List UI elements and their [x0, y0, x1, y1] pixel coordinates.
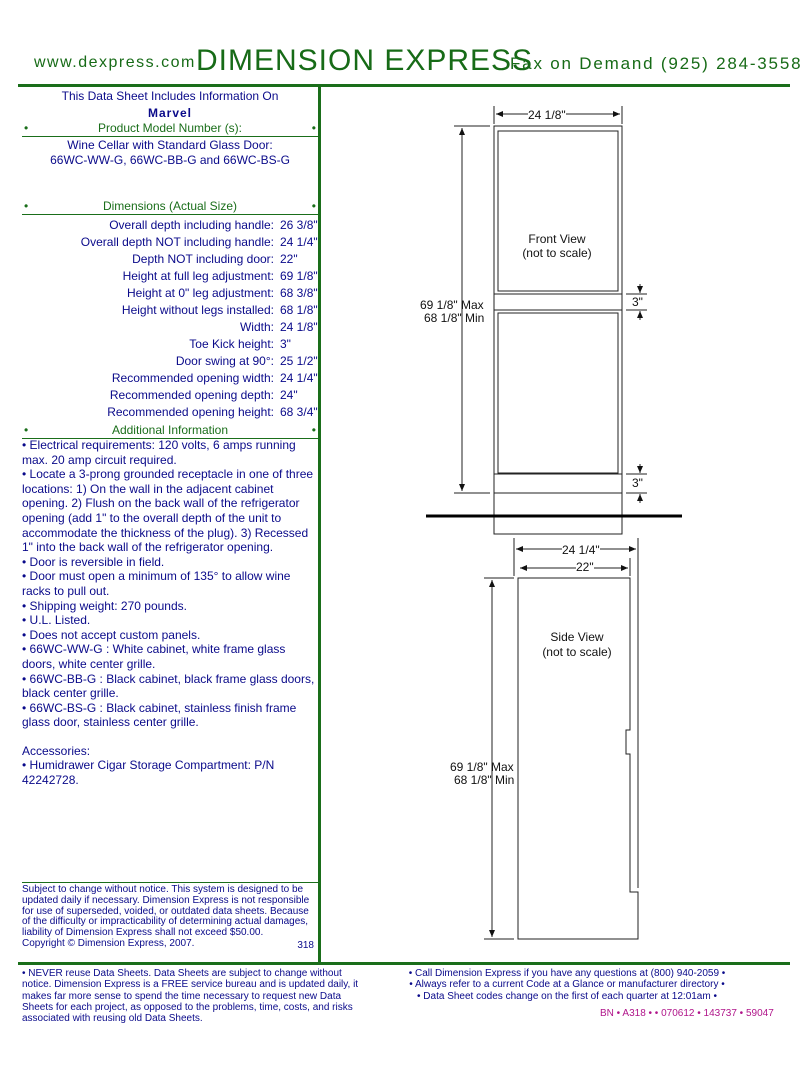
dimension-value: 26 3/8" — [280, 218, 318, 232]
dimension-value: 68 3/8" — [280, 286, 318, 300]
side-height-max: 69 1/8" Max — [450, 760, 514, 774]
dimension-row — [22, 303, 318, 320]
dimensions-section-header — [22, 199, 318, 215]
dimension-label: Height at 0" leg adjustment: — [126, 286, 274, 300]
bullet-icon: • — [24, 199, 29, 213]
info-item: • 66WC-BS-G : Black cabinet, stainless finish frame glass door, stainless center grille. — [22, 700, 297, 730]
front-height-min: 68 1/8" Min — [424, 311, 485, 325]
product-section-title: Product Model Number (s): — [97, 121, 243, 135]
dimension-row — [22, 218, 318, 235]
dimension-value: 24" — [280, 388, 298, 402]
additional-section-title: Additional Information — [111, 423, 229, 437]
dimension-row — [22, 354, 318, 371]
front-view-title: Front View — [528, 232, 586, 246]
dimension-label: Recommended opening height: — [107, 405, 274, 419]
dimension-label: Toe Kick height: — [189, 337, 274, 351]
dimension-row — [22, 252, 318, 269]
dimension-row — [22, 337, 318, 354]
side-view-drawing — [484, 538, 638, 939]
product-line-1: Wine Cellar with Standard Glass Door: — [67, 138, 273, 152]
info-item: • Shipping weight: 270 pounds. — [22, 598, 187, 613]
info-item: • Electrical requirements: 120 volts, 6 amps running max. 20 amp circuit required. — [22, 438, 296, 467]
footer-right — [402, 968, 732, 1002]
additional-section-header — [22, 423, 318, 439]
info-item: • Door must open a minimum of 135° to allow wine racks to pull out. — [22, 569, 291, 598]
dimension-value: 22" — [280, 252, 298, 266]
dimension-value: 3" — [280, 337, 291, 351]
header-fax: Fax on Demand (925) 284-3558 — [510, 54, 803, 73]
header-rule — [18, 84, 790, 87]
page-number: 318 — [297, 939, 314, 951]
dimension-row — [22, 269, 318, 286]
footer-right-line: • Call Dimension Express if you have any questions at (800) 940-2059 • — [408, 968, 726, 979]
column-divider — [318, 84, 321, 964]
disclaimer — [22, 882, 318, 950]
footer-right-line: • Always refer to a current Code at a Glance or manufacturer directory • — [409, 979, 725, 991]
dimension-row — [22, 371, 318, 388]
info-item: • Does not accept custom panels. — [22, 627, 201, 642]
data-sheet-codes: BN • A318 • • 070612 • 143737 • 59047 — [600, 1008, 774, 1019]
info-item: • Locate a 3-prong grounded receptacle in one of three locations: 1) On the wall in the adjacent cabinet opening. 2) Flush on the back wall of the refrigerator opening (add 1" to the overall depth of the unit to accommodate the thickness of the plug). 3) Recessed 1" into the back wall of the refrigerator opening. — [22, 467, 314, 555]
dimension-value: 68 3/4" — [280, 405, 318, 419]
info-item: • U.L. Listed. — [22, 613, 91, 628]
footer-left-text: • NEVER reuse Data Sheets. Data Sheets are subject to change without notice. Dimension Express is a FREE service bureau and is updated daily, it makes far more sense to spend the time necessary to request new Data Sheets for each project, as opposed to the problems, time, costs, and risks associated with reusing old Data Sheets. — [22, 968, 359, 1025]
drawings — [322, 88, 790, 960]
front-gap-label: 3" — [632, 295, 643, 309]
front-height-max: 69 1/8" Max — [420, 298, 484, 312]
dimension-label: Recommended opening width: — [111, 371, 274, 385]
info-item: • 66WC-BB-G : Black cabinet, black frame glass doors, black center grille. — [22, 671, 315, 701]
dimension-row — [22, 388, 318, 405]
additional-info-list — [22, 438, 318, 788]
front-view-subtitle: (not to scale) — [522, 246, 592, 260]
dimension-row — [22, 235, 318, 252]
dimension-value: 68 1/8" — [280, 303, 318, 317]
dimensions-section-title: Dimensions (Actual Size) — [102, 199, 238, 213]
accessories-title: Accessories: — [22, 743, 91, 758]
side-depth-outer: 24 1/4" — [562, 543, 600, 557]
dimension-label: Recommended opening depth: — [109, 388, 274, 402]
front-lower-door — [498, 313, 618, 473]
header-brand: DIMENSION EXPRESS — [196, 44, 534, 77]
dimension-row — [22, 405, 318, 422]
disclaimer-text: Subject to change without notice. This system is designed to be updated daily if necessary. Dimension Express is not responsible for use of superseded, voided, or outdated data sheets. Because of the difficulty or impracticability of determining actual damages, liability of Dimension Express shall not exceed $50.00. — [22, 884, 310, 939]
dimension-row — [22, 286, 318, 303]
accessory-item: • Humidrawer Cigar Storage Compartment: P/N 42242728. — [22, 758, 275, 788]
header-url[interactable]: www.dexpress.com — [34, 54, 196, 71]
dimension-label: Width: — [239, 320, 274, 334]
dimension-value: 24 1/4" — [280, 371, 318, 385]
dimension-label: Door swing at 90°: — [175, 354, 274, 368]
side-view-title: Side View — [550, 630, 604, 644]
bullet-icon: • — [24, 423, 29, 437]
copyright: Copyright © Dimension Express, 2007. — [22, 937, 195, 949]
info-item: • 66WC-WW-G : White cabinet, white frame glass doors, white center grille. — [22, 642, 286, 671]
footer-right-line: • Data Sheet codes change on the first of each quarter at 12:01am • — [417, 990, 717, 1002]
dimension-value: 24 1/4" — [280, 235, 318, 249]
dimension-row — [22, 320, 318, 337]
front-upper-door — [498, 131, 618, 291]
side-height-min: 68 1/8" Min — [454, 773, 515, 787]
footer-rule — [18, 962, 790, 965]
bullet-icon: • — [311, 121, 316, 135]
bullet-icon: • — [24, 121, 29, 135]
dimension-label: Overall depth including handle: — [109, 218, 274, 232]
product-line-2: 66WC-WW-G, 66WC-BB-G and 66WC-BS-G — [50, 153, 290, 167]
side-view-subtitle: (not to scale) — [542, 645, 612, 659]
dimension-value: 24 1/8" — [280, 320, 318, 334]
side-depth-inner: 22" — [576, 560, 594, 574]
bullet-icon: • — [311, 199, 316, 213]
front-toe-label: 3" — [632, 476, 643, 490]
dimension-label: Height without legs installed: — [121, 303, 274, 317]
product-section-header — [22, 121, 318, 137]
dimension-value: 25 1/2" — [280, 354, 318, 368]
manufacturer: Marvel — [147, 106, 193, 120]
dimension-label: Height at full leg adjustment: — [122, 269, 274, 283]
bullet-icon: • — [311, 423, 316, 437]
dimension-label: Overall depth NOT including handle: — [80, 235, 274, 249]
front-width-label: 24 1/8" — [528, 108, 566, 122]
info-item: • Door is reversible in field. — [22, 554, 165, 569]
dimension-value: 69 1/8" — [280, 269, 318, 283]
dimension-label: Depth NOT including door: — [132, 252, 274, 266]
intro-line: This Data Sheet Includes Information On — [61, 89, 279, 103]
